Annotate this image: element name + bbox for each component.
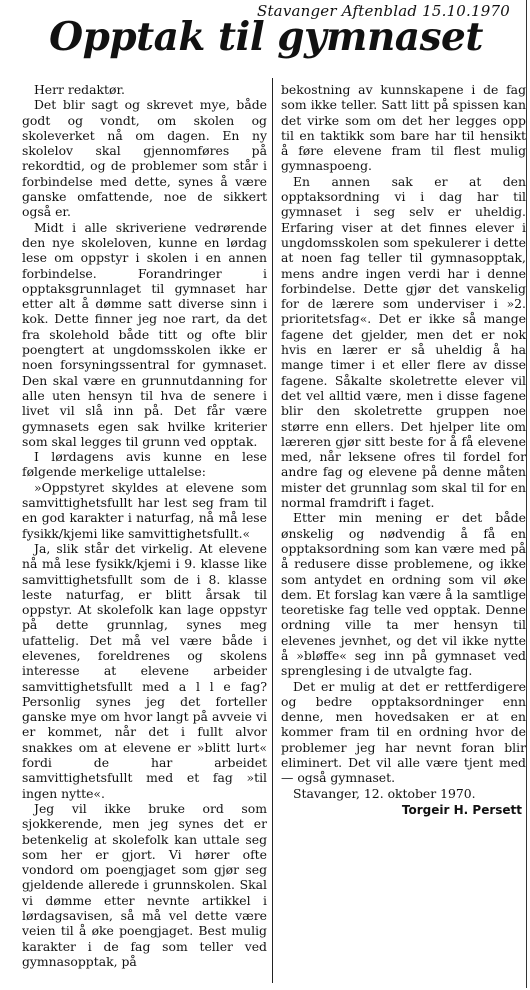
paragraph: I lørdagens avis kunne en lese følgende merkelige uttalelse: xyxy=(22,449,267,480)
paragraph: Det blir sagt og skrevet mye, både godt og vondt, om skolen og skoleverket nå om dagen. En ny skolelov skal gjennomføres på rekordtid, og de problemer som står i forbindelse med dette, synes å være ganske omfattende, noe de sikkert også er. xyxy=(22,97,267,220)
headline: Opptak til gymnaset xyxy=(49,14,483,60)
signature: Torgeir H. Persett xyxy=(401,802,522,817)
column-right xyxy=(281,82,526,982)
paragraph: Midt i alle skriveriene vedrørende den nye skoleloven, kunne en lørdag lese om oppstyr i skolen i en annen forbindelse. Forandringer i opptaksgrunnlaget til gymnaset har etter alt å dømme satt diverse sinn i kok. Dette finner jeg noe rart, da det fra skolehold både titt og ofte blir poengtert at ungdomsskolen ikke er noen forsyningssentral for gymnaset. Den skal være en grunnutdanning for alle uten hensyn til hva de senere i livet vil slå inn på. Det får være gymnasets egen sak hvilke kriterier som skal legges til grunn ved opptak. xyxy=(22,219,267,449)
dateline: Stavanger, 12. oktober 1970. xyxy=(293,785,476,801)
paragraph: »Oppstyret skyldes at elevene som samvittighetsfullt har lest seg fram til en god karakter i naturfag, nå må lese fysikk/kjemi like samvittighetsfullt.« xyxy=(22,479,267,541)
column-divider xyxy=(272,78,273,983)
paragraph: Jeg vil ikke bruke ord som sjokkerende, men jeg synes det er betenkelig at skolefolk kan uttale seg som her er gjort. Vi hører ofte vondord om poengjaget som gjør seg gjeldende allerede i grunnskolen. Skal vi dømme etter nevnte artikkel i lørdagsavisen, så må vel dette være veien til å øke poengjaget. Best mulig karakter i de fag som teller ved gymnasopptak, på xyxy=(22,800,267,969)
paragraph: Ja, slik står det virkelig. At elevene nå må lese fysikk/kjemi i 9. klasse like samvittighetsfullt som de i 8. klasse leste naturfag, er blitt årsak til oppstyr. At skolefolk kan lage oppstyr på dette grunnlag, synes meg ufattelig. Det må vel være både i elevenes, foreldrenes og skolens interesse at elevene arbeider samvittighetsfullt med a l l e fag? Personlig synes jeg det forteller ganske mye om hvor langt på avveie vi er kommet, når det i fullt alvor snakkes om at elevene er »blitt lurt« fordi de har arbeidet samvittighetsfullt med et fag »til ingen nytte«. xyxy=(22,540,267,801)
paragraph: Herr redaktør. xyxy=(34,82,125,97)
paragraph: En annen sak er at den opptaksordning vi i dag har til gymnaset i seg selv er uheldig. Erfaring viser at det finnes elever i ungdomsskolen som spekulerer i dette at noen fag teller til gymnasopptak, mens andre ingen verdi har i denne forbindelse. Dette gjør det vanskelig for de lærere som underviser i »2. prioritetsfag«. Det er ikke så mange fagene det gjelder, men det er nok hvis en lærer er så uheldig å ha mange timer i et eller flere av disse fagene. Såkalte skoletrette elever vil det vel alltid være, men i disse fagene blir den skoletrette gruppen noe større enn ellers. Det hjelper lite om læreren gjør sitt beste for å få elevene med, når leksene ofres til fordel for andre fag og elevene på denne måten mister det grunnlag som skal til for en normal framdrift i faget. xyxy=(281,173,526,511)
source-line: Stavanger Aftenblad 15.10.1970 xyxy=(256,2,510,20)
paragraph: Det er mulig at det er rettferdigere og bedre opptaksordninger enn denne, men hovedsaken er at en kommer fram til en ordning hvor de problemer jeg har nevnt foran blir eliminert. Det vil alle være tjent med — også gymnaset. xyxy=(281,678,526,786)
paragraph: Etter min mening er det både ønskelig og nødvendig å få en opptaksordning som kan være med på å redusere disse problemene, og ikke som antydet en ordning som vil øke dem. Et forslag kan være å la samtlige teoretiske fag telle ved opptak. Denne ordning ville ta mer hensyn til elevenes jevnhet, og det vil ikke nytte å »bløffe« seg inn på gymnaset ved sprenglesing i de utvalgte fag. xyxy=(281,510,526,679)
column-left xyxy=(22,82,267,982)
newspaper-clipping xyxy=(6,0,527,988)
paragraph: bekostning av kunnskapene i de fag som ikke teller. Satt litt på spissen kan det virke som om det her legges opp til en taktikk som bare har til hensikt å føre elevene fram til flest mulig gymnaspoeng. xyxy=(281,82,526,174)
